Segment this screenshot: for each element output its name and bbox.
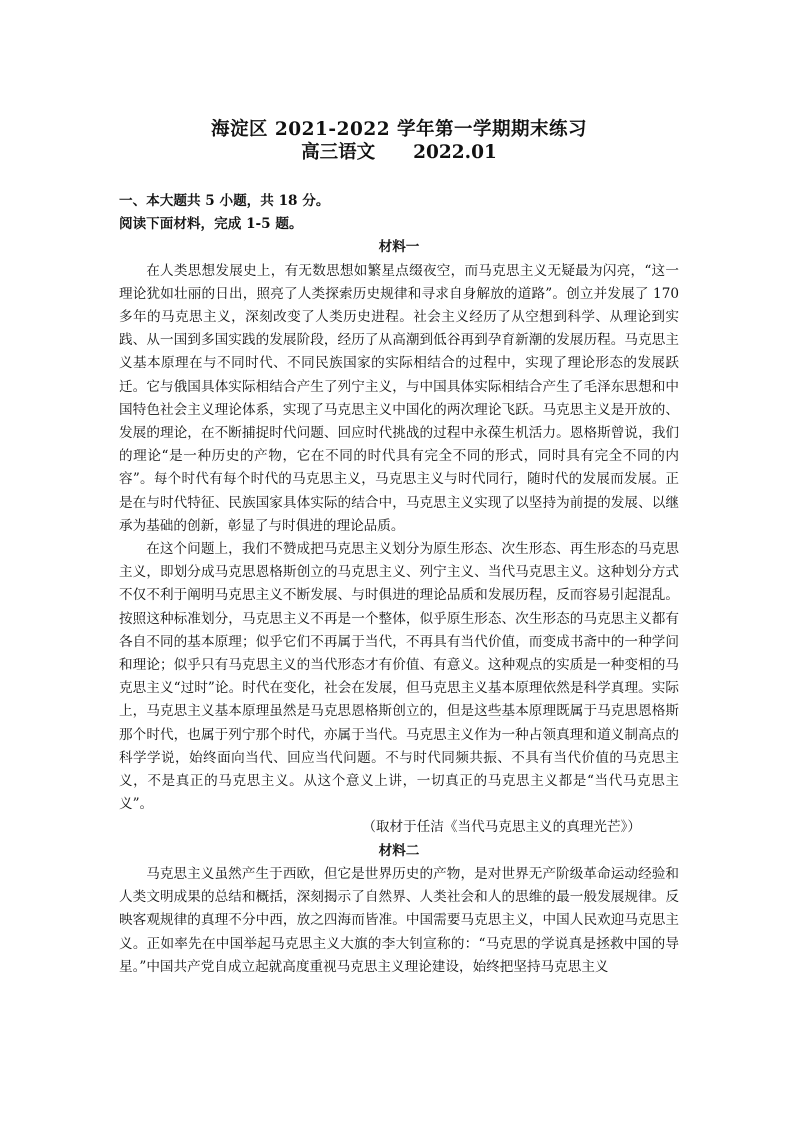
section-heading: 一、本大题共 5 小题，共 18 分。	[119, 193, 330, 209]
exam-title: 海淀区 2021-2022 学年第一学期期末练习	[210, 119, 588, 140]
material-one-paragraph: 在人类思想发展史上，有无数思想如繁星点缀夜空，而马克思主义无疑最为闪亮，“这一理论犹如壮丽的日出，照亮了人类探索历史规律和寻求自身解放的道路”。创立并发展了 170 多年的马克思主义，深刻改变了人类历史进程。社会主义经历了从空想到科学、从理论到实践、从一国到多国实践的发展阶段，经历了从高潮到低谷再到孕育新潮的发展历程。马克思主义基本原理在与不同时代、不同民族国家的实际相结合的过程中，实现了理论形态的发展跃迁。它与俄国具体实际相结合产生了列宁主义，与中国具体实际相结合产生了毛泽东思想和中国特色社会主义理论体系，实现了马克思主义中国化的两次理论飞跃。马克思主义是开放的、发展的理论，在不断捕捉时代问题、回应时代挑战的过程中永葆生机活力。恩格斯曾说，我们的理论“是一种历史的产物，它在不同的时代具有完全不同的形式，同时具有完全不同的内容”。每个时代有每个时代的马克思主义，马克思主义与时代同行，随时代的发展而发展。正是在与时代特征、民族国家具体实际的结合中，马克思主义实现了以坚持为前提的发展、以继承为基础的创新，彰显了与时俱进的理论品质。	[119, 262, 679, 534]
exam-body	[119, 190, 679, 979]
material-two-paragraph: 马克思主义虽然产生于西欧，但它是世界历史的产物，是对世界无产阶级革命运动经验和人类文明成果的总结和概括，深刻揭示了自然界、人类社会和人的思维的最一般发展规律。反映客观规律的真理不分中西，放之四海而皆准。中国需要马克思主义，中国人民欢迎马克思主义。正如率先在中国举起马克思主义大旗的李大钊宣称的：“马克思的学说真是拯救中国的导星。”中国共产党自成立起就高度重视马克思主义理论建设，始终把坚持马克思主义	[119, 865, 679, 975]
material-one-source: （取材于任洁《当代马克思主义的真理光芒》）	[362, 819, 641, 836]
reading-instruction: 阅读下面材料，完成 1-5 题。	[119, 216, 303, 233]
exam-subtitle	[119, 141, 679, 165]
material-two-title: 材料二	[378, 842, 420, 859]
subject-label: 高三语文	[301, 142, 376, 163]
exam-date: 2022.01	[413, 142, 497, 163]
material-one-title: 材料一	[378, 239, 420, 256]
material-one-paragraph: 在这个问题上，我们不赞成把马克思主义划分为原生形态、次生形态、再生形态的马克思主义，即划分成马克思恩格斯创立的马克思主义、列宁主义、当代马克思主义。这种划分方式不仅不利于阐明马克思主义不断发展、与时俱进的理论品质和发展历程，反而容易引起混乱。按照这种标准划分，马克思主义不再是一个整体，似乎原生形态、次生形态的马克思主义都有各自不同的基本原理；似乎它们不再属于当代，不再具有当代价值，而变成书斋中的一种学问和理论；似乎只有马克思主义的当代形态才有价值、有意义。这种观点的实质是一种变相的马克思主义“过时”论。时代在变化，社会在发展，但马克思主义基本原理依然是科学真理。实际上，马克思主义基本原理虽然是马克思恩格斯创立的，但是这些基本原理既属于马克思恩格斯那个时代，也属于列宁那个时代，亦属于当代。马克思主义作为一种占领真理和道义制高点的科学学说，始终面向当代、回应当代问题。不与时代同频共振、不具有当代价值的马克思主义，不是真正的马克思主义。从这个意义上讲，一切真正的马克思主义都是“当代马克思主义”。	[119, 541, 679, 813]
